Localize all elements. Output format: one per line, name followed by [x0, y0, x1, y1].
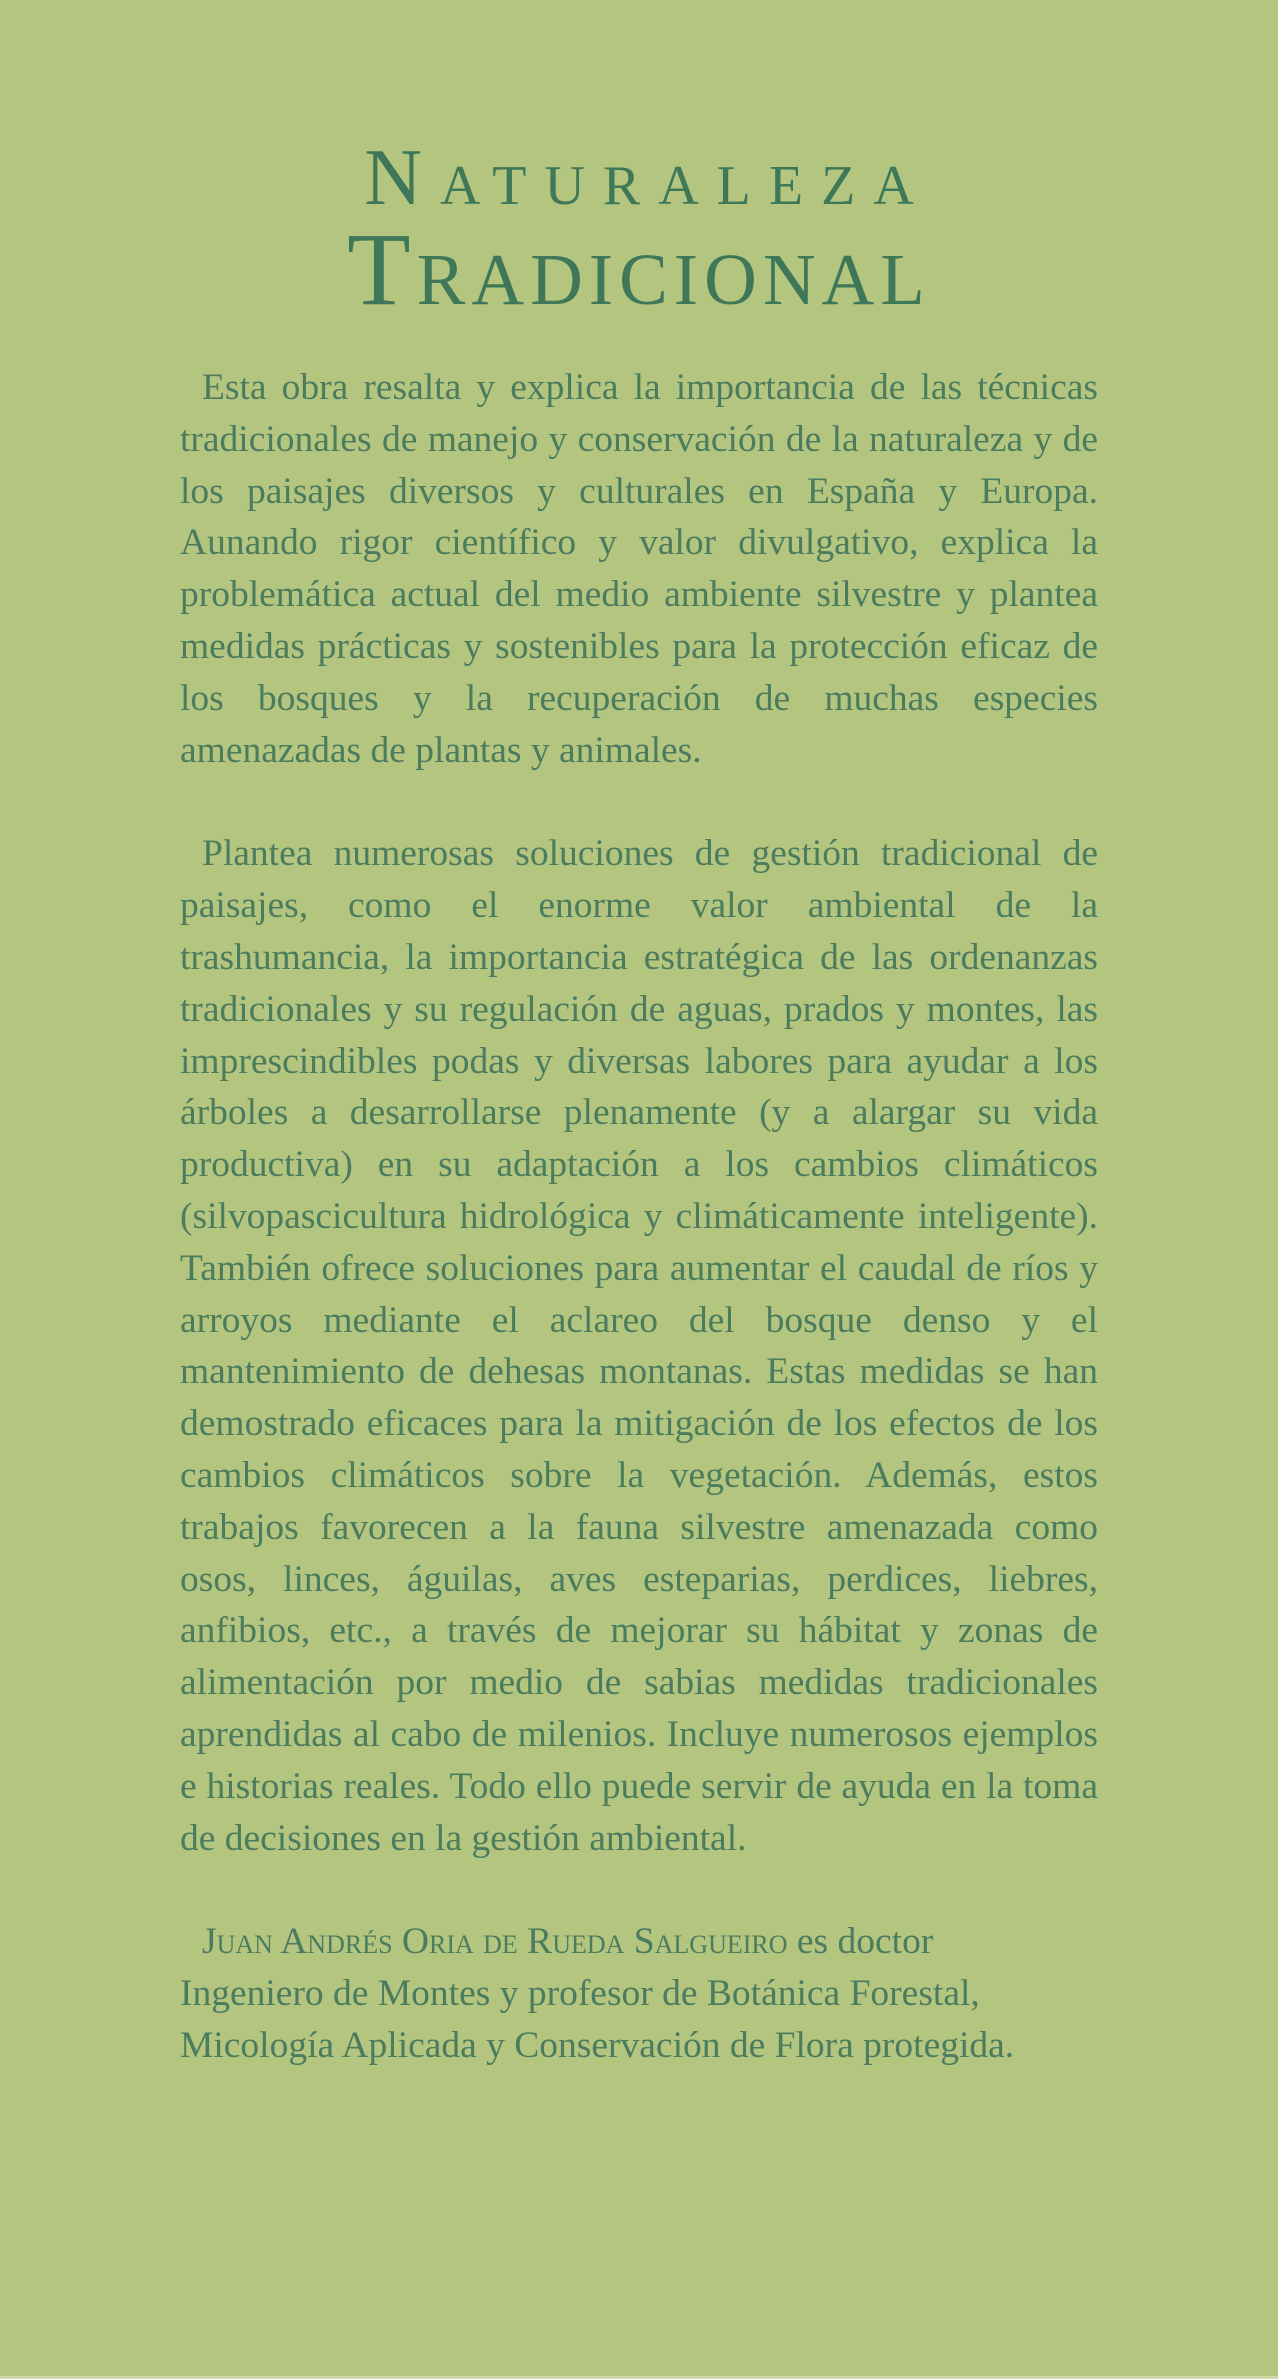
paragraph-solutions: Plantea numerosas soluciones de gestión tradicional de paisajes, como el enorme valor ambiental de la trashumancia, la importancia estratégica de las ordenanzas tradicionales y su regulación de aguas, prados y montes, las imprescindibles podas y diversas labores para ayudar a los árboles a desarrollarse plenamente (y a alargar su vida productiva) en su adaptación a los cambios climáticos (silvopascicultura hidrológica y climáticamente inteligente). También ofrece soluciones para aumentar el caudal de ríos y arroyos mediante el aclareo del bosque denso y el mantenimiento de dehesas montanas. Estas medidas se han demostrado eficaces para la mitigación de los efectos de los cambios climáticos sobre la vegetación. Además, estos trabajos favorecen a la fauna silvestre amenazada como osos, linces, águilas, aves esteparias, perdices, liebres, anfibios, etc., a través de mejorar su hábitat y zonas de alimentación por medio de sabias medidas tradicionales aprendidas al cabo de milenios. Incluye numerosos ejemplos e historias reales. Todo ello puede servir de ayuda en la toma de decisiones en la gestión ambiental. — [180, 833, 1098, 1859]
author-bio-line2: Ingeniero de Montes y profesor de Botánica Forestal, — [180, 1973, 980, 2015]
blurb-text — [180, 362, 1098, 2072]
author-bio-line1: es doctor — [787, 1921, 934, 1963]
author-bio — [180, 1916, 1098, 2071]
paragraph-gap — [180, 776, 1098, 828]
paragraph-gap — [180, 1864, 1098, 1916]
paragraph-overview: Esta obra resalta y explica la importancia de las técnicas tradicionales de manejo y conservación de la naturaleza y de los paisajes diversos y culturales en España y Europa. Aunando rigor científico y valor divulgativo, explica la problemática actual del medio ambiente silvestre y plantea medidas prácticas y sostenibles para la protección eficaz de los bosques y la recuperación de muchas especies amenazadas de plantas y animales. — [180, 367, 1098, 771]
author-bio-line3: Micología Aplicada y Conservación de Flora protegida. — [180, 2024, 1015, 2066]
book-title — [0, 134, 1278, 327]
author-name: Juan Andrés Oria de Rueda Salgueiro — [202, 1921, 788, 1963]
title-line-naturaleza: Naturaleza — [364, 134, 932, 222]
title-line-tradicional: Tradicional — [347, 212, 931, 327]
